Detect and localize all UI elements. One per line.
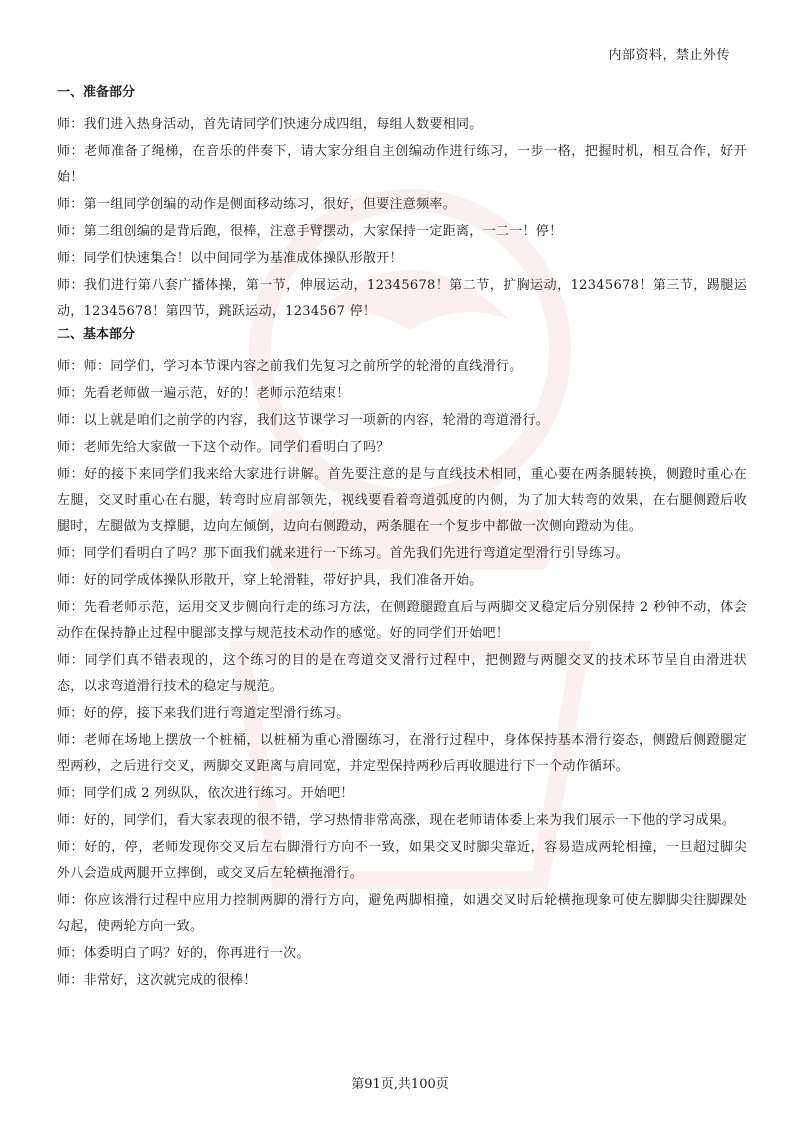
paragraph: 师：你应该滑行过程中应用力控制两脚的滑行方向，避免两脚相撞，如遇交叉时后轮横拖现象可使左脚脚尖往脚踝处勾起，使两轮方向一致。	[57, 893, 747, 934]
paragraph: 师：非常好，这次就完成的很棒！	[57, 973, 257, 988]
paragraph: 师：我们进行第八套广播体操，第一节，伸展运动，12345678！第二节，扩胸运动，12345678！第三节，踢腿运动，12345678！第四节，跳跃运动，1234567 停！	[57, 278, 747, 319]
paragraph: 师：老师准备了绳梯，在音乐的伴奏下，请大家分组自主创编动作进行练习，一步一格，把握时机，相互合作，好开始！	[57, 144, 747, 185]
section-preparation	[57, 84, 747, 325]
paragraph: 师：以上就是咱们之前学的内容，我们这节课学习一项新的内容，轮滑的弯道滑行。	[57, 413, 550, 428]
confidential-note: 内部资料，禁止外传	[608, 48, 730, 63]
paragraph: 师：师：同学们，学习本节课内容之前我们先复习之前所学的轮滑的直线滑行。	[57, 359, 523, 374]
paragraph: 师：同学们真不错表现的，这个练习的目的是在弯道交叉滑行过程中，把侧蹬与两腿交叉的技术环节呈自由滑进状态，以求弯道滑行技术的稳定与规范。	[57, 653, 747, 694]
section-title: 一、准备部分	[57, 85, 136, 100]
paragraph: 师：先看老师做一遍示范，好的！老师示范结束！	[57, 386, 350, 401]
paragraph: 师：好的接下来同学们我来给大家进行讲解。首先要注意的是与直线技术相同，重心要在两条腿转换，侧蹬时重心在左腿，交叉时重心在右腿，转弯时应肩部领先，视线要看着弯道弧度的内侧，为了加大转弯的效果，在右腿侧蹬后收腿时，左腿做为支撑腿，边向左倾倒，边向右侧蹬动，两条腿在一个复步中都做一次侧向蹬动为佳。	[57, 467, 747, 534]
paragraph: 师：老师先给大家做一下这个动作。同学们看明白了吗？	[57, 440, 390, 455]
section-basic	[57, 326, 747, 994]
paragraph: 师：好的，同学们，看大家表现的很不错，学习热情非常高涨，现在老师请体委上来为我们展示一下他的学习成果。	[57, 813, 736, 828]
section-title: 二、基本部分	[57, 327, 136, 342]
paragraph: 师：好的同学成体操队形散开，穿上轮滑鞋，带好护具，我们准备开始。	[57, 573, 483, 588]
paragraph: 师：我们进入热身活动，首先请同学们快速分成四组，每组人数要相同。	[57, 117, 483, 132]
paragraph: 师：同学们快速集合！以中间同学为基准成体操队形散开！	[57, 251, 403, 266]
paragraph: 师：第二组创编的是背后跑，很棒，注意手臂摆动，大家保持一定距离，一二一！停！	[57, 224, 563, 239]
page-number: 第91页,共100页	[351, 1077, 449, 1092]
paragraph: 师：同学们看明白了吗？那下面我们就来进行一下练习。首先我们先进行弯道定型滑行引导练习。	[57, 546, 629, 561]
paragraph: 师：好的，停，老师发现你交叉后左右脚滑行方向不一致，如果交叉时脚尖靠近，容易造成两轮相撞，一旦超过脚尖外八会造成两腿开立摔倒，或交叉后左轮横拖滑行。	[57, 840, 747, 881]
paragraph: 师：好的停，接下来我们进行弯道定型滑行练习。	[57, 706, 350, 721]
paragraph: 师：先看老师示范，运用交叉步侧向行走的练习方法，在侧蹬腿蹬直后与两脚交叉稳定后分别保持 2 秒钟不动，体会动作在保持静止过程中腿部支撑与规范技术动作的感觉。好的同学们开始吧！	[57, 600, 747, 641]
paragraph: 师：老师在场地上摆放一个桩桶，以桩桶为重心滑圈练习，在滑行过程中，身体保持基本滑行姿态，侧蹬后侧蹬腿定型两秒，之后进行交叉，两脚交叉距离与肩同宽，并定型保持两秒后再收腿进行下一个动作循环。	[57, 733, 747, 774]
paragraph: 师：第一组同学创编的动作是侧面移动练习，很好，但要注意频率。	[57, 197, 457, 212]
paragraph: 师：同学们成 2 列纵队，依次进行练习。开始吧！	[57, 786, 354, 801]
document-body	[57, 84, 747, 995]
paragraph: 师：体委明白了吗？好的，你再进行一次。	[57, 946, 310, 961]
